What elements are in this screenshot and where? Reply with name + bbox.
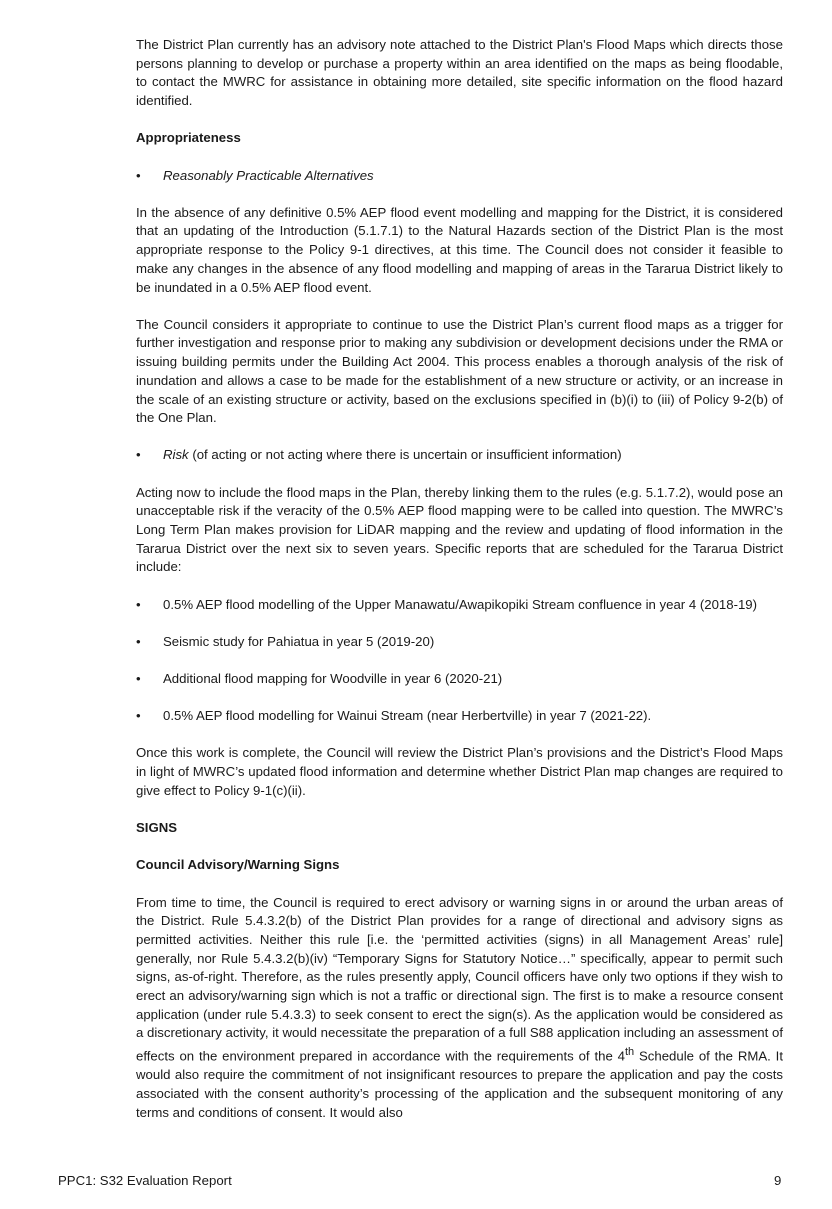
report-item-text: 0.5% AEP flood modelling of the Upper Manawatu/Awapikopiki Stream confluence in year 4 (2018-19) — [163, 596, 758, 612]
document-body — [136, 36, 783, 1122]
heading-appropriateness: Appropriateness — [136, 130, 241, 146]
bullet-risk-text: (of acting or not acting where there is uncertain or insufficient information) — [188, 447, 622, 463]
report-list-item — [136, 707, 783, 726]
paragraph-advisory-note: The District Plan currently has an advisory note attached to the District Plan's Flood Maps which directs those persons planning to develop or purchase a property within an area identified on the maps as being floodable, to contact the MWRC for assistance in obtaining more detailed, site specific information on the flood hazard identified. — [136, 37, 783, 109]
report-item-text: 0.5% AEP flood modelling for Wainui Stream (near Herbertville) in year 7 (2021-22). — [163, 708, 652, 724]
paragraph-signs-text-b: Schedule of the RMA. It would also require the commitment of not insignificant resources to prepare the application and pay the costs associated with the consent authority’s processing of the application and the subsequent monitoring of any terms and conditions of consent. It would also — [136, 1048, 783, 1120]
bullet-dot: • — [136, 633, 141, 649]
footer-report-title: PPC1: S32 Evaluation Report — [58, 1173, 232, 1188]
bullet-dot: • — [136, 447, 141, 463]
report-item-text: Seismic study for Pahiatua in year 5 (2019-20) — [163, 633, 435, 649]
paragraph-current-flood-maps: The Council considers it appropriate to continue to use the District Plan’s current flood maps as a trigger for further investigation and response prior to making any subdivision or development decisions under the RMA or issuing building permits under the Building Act 2004. This process enables a thorough analysis of the risk of inundation and allows a case to be made for the establishment of a new structure or activity, or an increase in the scale of an existing structure or activity, based on the exclusions specified in (b)(i) to (iii) of Policy 9-2(b) of the One Plan. — [136, 316, 783, 426]
report-list-item — [136, 670, 783, 689]
heading-signs: SIGNS — [136, 820, 178, 836]
paragraph-once-complete: Once this work is complete, the Council will review the District Plan’s provisions and the District’s Flood Maps in light of MWRC’s updated flood information and determine whether District Plan map changes are required to give effect to Policy 9-1(c)(ii). — [136, 745, 783, 798]
bullet-dot: • — [136, 167, 141, 183]
paragraph-signs-rules — [136, 894, 783, 1123]
heading-council-advisory-signs: Council Advisory/Warning Signs — [136, 857, 340, 873]
paragraph-signs-text-a: From time to time, the Council is required to erect advisory or warning signs in or around the urban areas of the District. Rule 5.4.3.2(b) of the District Plan provides for a range of directional and advisory signs as permitted activities. Neither this rule [i.e. the ‘permitted activities (signs) in all Management Areas’ rule] generally, nor Rule 5.4.3.2(b)(iv) “Temporary Signs for Statutory Notice…” specifically, appear to permit such signs, as-of-right. Therefore, as the rules presently apply, Council officers have only two options if they wish to erect an advisory/warning sign which is not a traffic or directional sign. The first is to make a resource consent application (under rule 5.4.3.3) to seek consent to erect the sign(s). As the application would be considered as a discretionary activity, it would necessitate the preparation of a full S88 application including an assessment of effects on the environment prepared in accordance with the requirements of the 4 — [136, 894, 783, 1064]
bullet-risk — [136, 446, 783, 465]
report-list-item — [136, 633, 783, 652]
bullet-alternatives-text: Reasonably Practicable Alternatives — [163, 167, 374, 183]
report-list-item — [136, 596, 783, 615]
superscript-th: th — [624, 1046, 635, 1059]
bullet-dot: • — [136, 708, 141, 724]
paragraph-acting-now: Acting now to include the flood maps in the Plan, thereby linking them to the rules (e.g. 5.1.7.2), would pose an unacceptable risk if the veracity of the 0.5% AEP flood mapping were to be called into question. The MWRC’s Long Term Plan makes provision for LiDAR mapping and the review and updating of flood information in the Tararua District over the next six to seven years. Specific reports that are scheduled for the Tararua District include: — [136, 484, 783, 575]
bullet-alternatives — [136, 167, 783, 186]
bullet-dot: • — [136, 671, 141, 687]
bullet-dot: • — [136, 596, 141, 612]
paragraph-absence-of-modelling: In the absence of any definitive 0.5% AEP flood event modelling and mapping for the District, it is considered that an updating of the Introduction (5.1.7.1) to the Natural Hazards section of the District Plan is the most appropriate response to the Policy 9-1 directives, at this time. The Council does not consider it feasible to make any changes in the absence of any flood modelling and mapping of areas in the Tararua District likely to be inundated in a 0.5% AEP flood event. — [136, 204, 783, 295]
bullet-risk-italic: Risk — [163, 447, 189, 463]
page-number: 9 — [774, 1173, 782, 1188]
report-item-text: Additional flood mapping for Woodville in year 6 (2020-21) — [163, 671, 503, 687]
